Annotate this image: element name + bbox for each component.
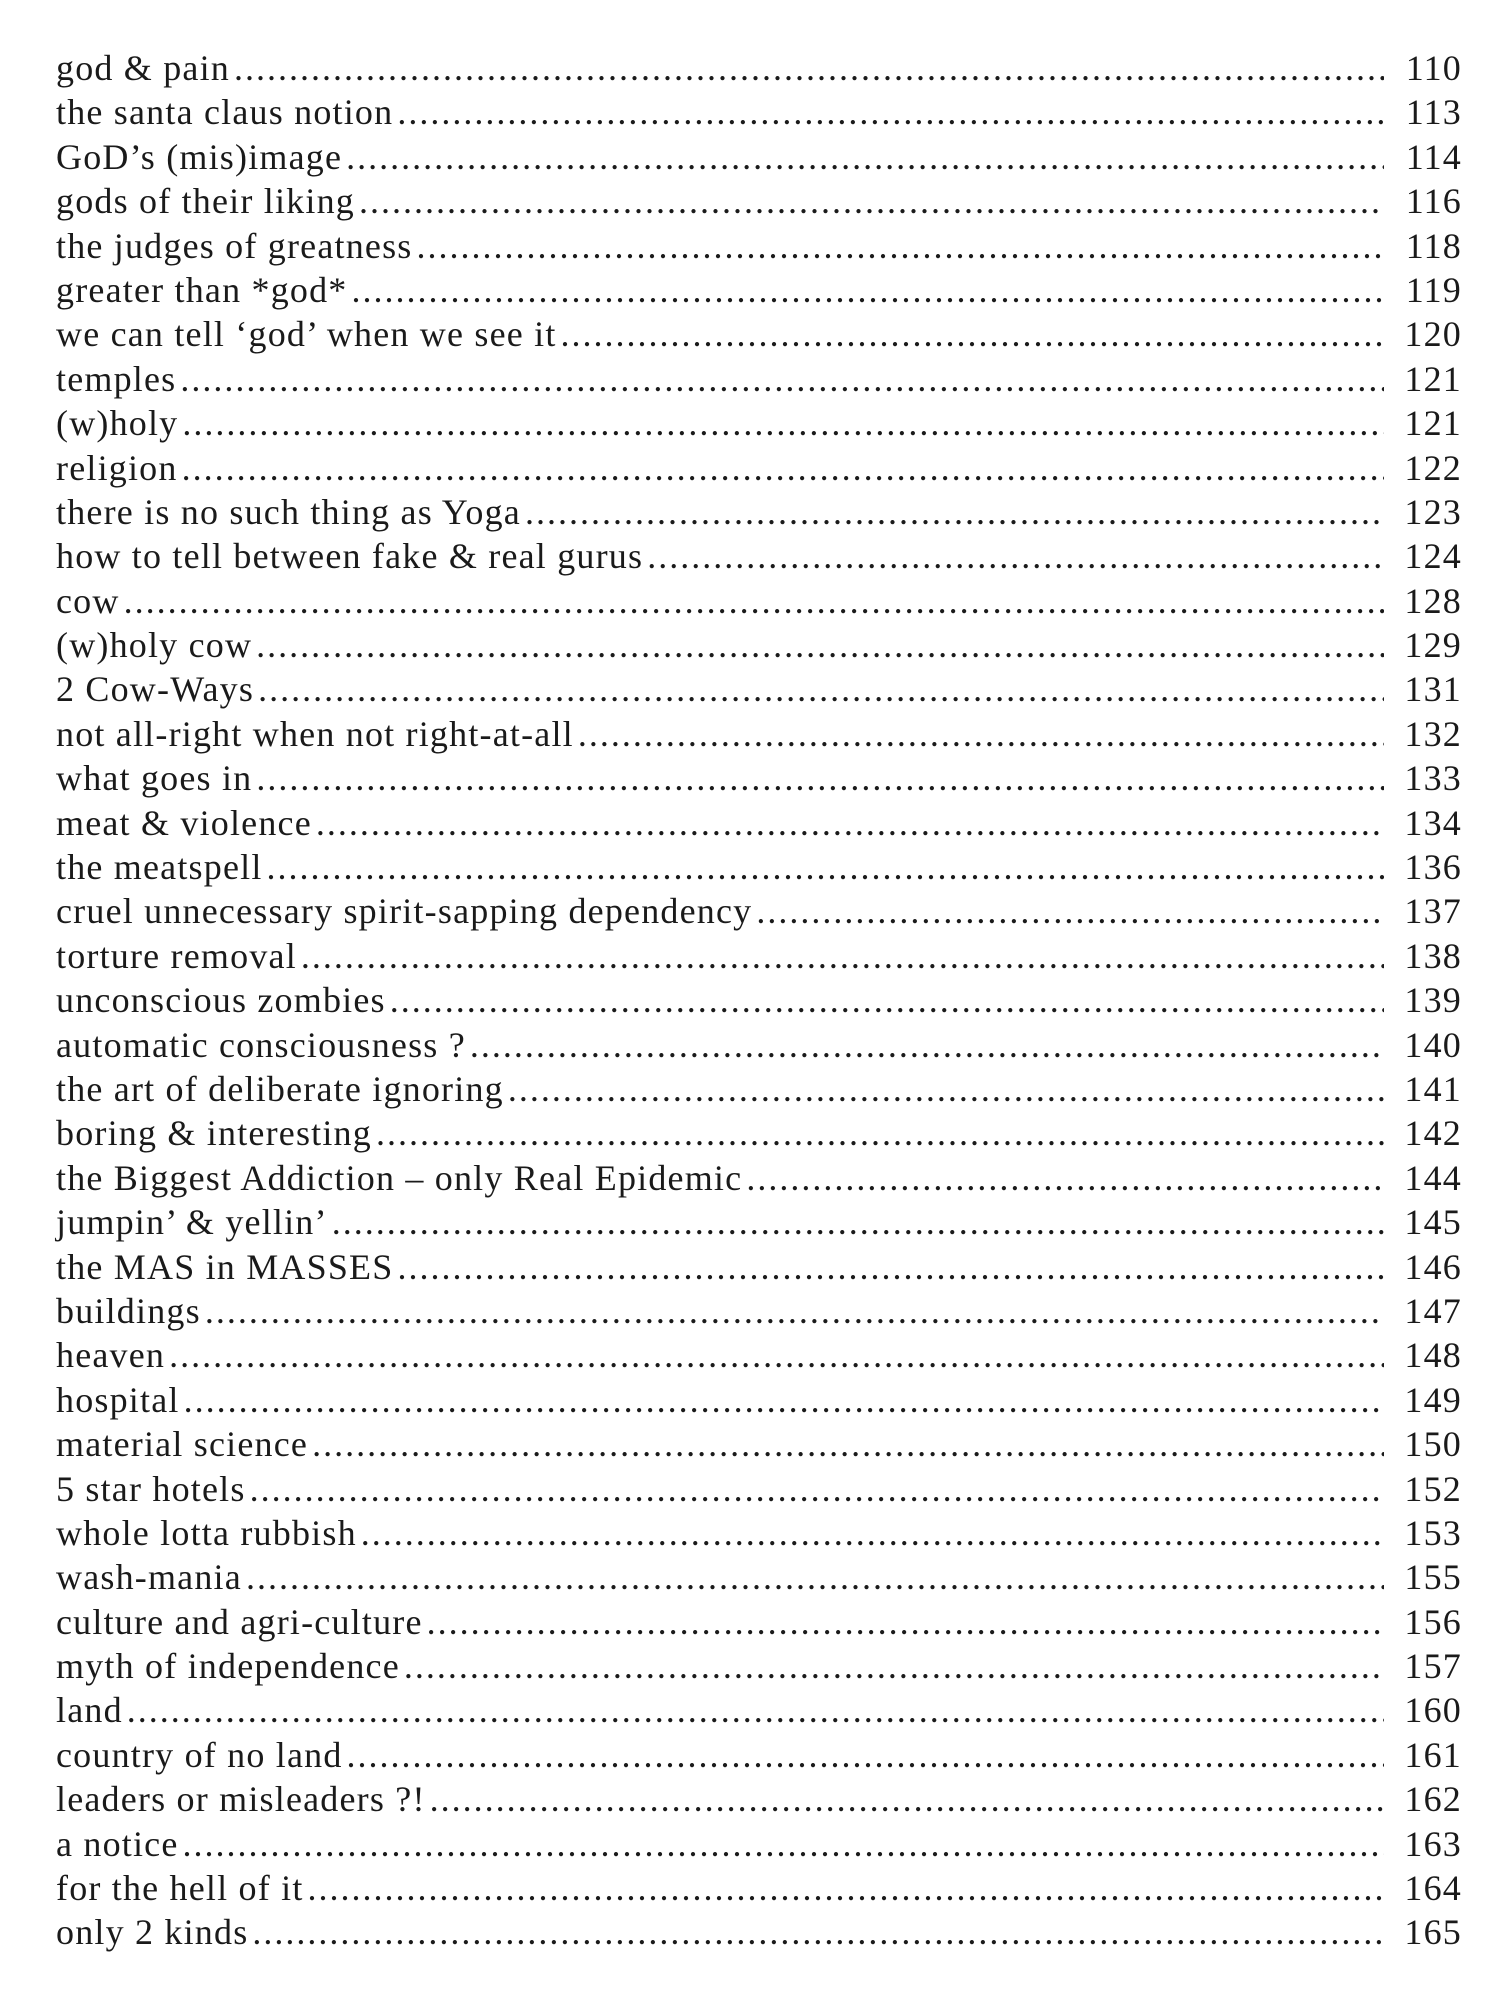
- dot-leader: [352, 268, 1385, 312]
- toc-entry-page-number: 138: [1404, 935, 1462, 976]
- toc-entry-page-number: 122: [1404, 447, 1462, 488]
- toc-entry-page-number: 118: [1405, 225, 1462, 266]
- toc-entry-page-number: 137: [1404, 891, 1462, 932]
- toc-entry: [56, 1111, 1462, 1155]
- toc-entry: [56, 1866, 1462, 1910]
- toc-entry: [56, 357, 1462, 401]
- toc-entry-page-number: 141: [1404, 1068, 1462, 1109]
- dot-leader: [347, 1733, 1384, 1777]
- toc-entry-page-number: 150: [1404, 1424, 1462, 1465]
- toc-entry-title: there is no such thing as Yoga: [56, 491, 521, 532]
- toc-entry-page-number: 139: [1404, 980, 1462, 1021]
- toc-entry: [56, 1023, 1462, 1067]
- dot-leader: [308, 1866, 1384, 1910]
- toc-entry-page-number: 155: [1404, 1557, 1462, 1598]
- toc-entry-page-number: 163: [1404, 1823, 1462, 1864]
- toc-entry-title: gods of their liking: [56, 181, 355, 222]
- toc-entry-page-number: 162: [1404, 1779, 1462, 1820]
- toc-entry-title: religion: [56, 447, 178, 488]
- toc-entry: [56, 224, 1462, 268]
- toc-entry-page-number: 153: [1404, 1512, 1462, 1553]
- toc-entry-page-number: 165: [1404, 1912, 1462, 1953]
- toc-entry-title: (w)holy cow: [56, 625, 253, 666]
- toc-entry: [56, 1156, 1462, 1200]
- toc-entry-title: greater than *god*: [56, 269, 348, 310]
- toc-entry-title: a notice: [56, 1823, 179, 1864]
- toc-entry: [56, 623, 1462, 667]
- toc-entry-page-number: 129: [1404, 625, 1462, 666]
- toc-entry: [56, 1422, 1462, 1466]
- dot-leader: [470, 1023, 1384, 1067]
- dot-leader: [430, 1777, 1384, 1821]
- toc-entry-title: leaders or misleaders ?!: [56, 1779, 426, 1820]
- dot-leader: [417, 224, 1384, 268]
- dot-leader: [182, 401, 1384, 445]
- toc-entry-page-number: 119: [1405, 269, 1462, 310]
- toc-entry-page-number: 133: [1404, 758, 1462, 799]
- toc-entry: [56, 1733, 1462, 1777]
- dot-leader: [256, 756, 1384, 800]
- toc-entry-title: cow: [56, 580, 120, 621]
- toc-entry-page-number: 110: [1405, 48, 1462, 88]
- toc-entry: [56, 712, 1462, 756]
- toc-entry-title: GoD’s (mis)image: [56, 136, 343, 177]
- dot-leader: [169, 1333, 1384, 1377]
- dot-leader: [250, 1467, 1384, 1511]
- toc-entry-title: automatic consciousness ?: [56, 1024, 466, 1065]
- toc-entry-page-number: 160: [1404, 1690, 1462, 1731]
- dot-leader: [184, 1378, 1384, 1422]
- toc-entry-page-number: 136: [1404, 847, 1462, 888]
- toc-entry: [56, 135, 1462, 179]
- toc-entry-page-number: 124: [1404, 536, 1462, 577]
- toc-entry-title: the Biggest Addiction – only Real Epidemic: [56, 1157, 743, 1198]
- dot-leader: [316, 801, 1384, 845]
- toc-entry-title: hospital: [56, 1379, 180, 1420]
- dot-leader: [252, 1910, 1384, 1954]
- dot-leader: [205, 1289, 1384, 1333]
- dot-leader: [361, 1511, 1384, 1555]
- dot-leader: [390, 978, 1384, 1022]
- toc-entry-page-number: 144: [1404, 1157, 1462, 1198]
- toc-entry-title: the judges of greatness: [56, 225, 413, 266]
- toc-entry: [56, 179, 1462, 223]
- toc-entry: [56, 1644, 1462, 1688]
- toc-entry-page-number: 142: [1404, 1113, 1462, 1154]
- toc-entry: [56, 1333, 1462, 1377]
- dot-leader: [397, 1245, 1384, 1289]
- toc-entry: [56, 1067, 1462, 1111]
- toc-entry-title: for the hell of it: [56, 1868, 304, 1909]
- toc-entry-page-number: 134: [1404, 802, 1462, 843]
- toc-entry-page-number: 156: [1404, 1601, 1462, 1642]
- toc-entry-title: meat & violence: [56, 802, 312, 843]
- toc-entry-page-number: 140: [1404, 1024, 1462, 1065]
- toc-entry-title: country of no land: [56, 1734, 343, 1775]
- toc-entry: [56, 268, 1462, 312]
- toc-entry-page-number: 149: [1404, 1379, 1462, 1420]
- toc-entry-page-number: 157: [1404, 1646, 1462, 1687]
- dot-leader: [124, 579, 1384, 623]
- table-of-contents-page: [56, 46, 1462, 1966]
- toc-entry: [56, 312, 1462, 356]
- dot-leader: [332, 1200, 1384, 1244]
- toc-entry-title: only 2 kinds: [56, 1912, 249, 1953]
- toc-entry-title: jumpin’ & yellin’: [56, 1202, 328, 1243]
- toc-entry-page-number: 121: [1404, 358, 1462, 399]
- toc-entry: [56, 579, 1462, 623]
- toc-entry-page-number: 146: [1404, 1246, 1462, 1287]
- toc-entry-page-number: 113: [1405, 92, 1462, 133]
- toc-entry: [56, 490, 1462, 534]
- toc-entry: [56, 1289, 1462, 1333]
- toc-entry-title: boring & interesting: [56, 1113, 372, 1154]
- toc-entry-page-number: 161: [1404, 1734, 1462, 1775]
- toc-entry: [56, 801, 1462, 845]
- toc-entry-page-number: 114: [1405, 136, 1462, 177]
- dot-leader: [508, 1067, 1384, 1111]
- toc-entry-title: temples: [56, 358, 177, 399]
- dot-leader: [183, 1822, 1384, 1866]
- toc-entry-title: the art of deliberate ignoring: [56, 1068, 504, 1109]
- dot-leader: [127, 1688, 1384, 1732]
- toc-entry: [56, 1910, 1462, 1954]
- toc-entry-page-number: 145: [1404, 1202, 1462, 1243]
- toc-entry-page-number: 152: [1404, 1468, 1462, 1509]
- toc-entry-title: god & pain: [56, 48, 230, 88]
- dot-leader: [427, 1600, 1384, 1644]
- toc-entry-title: buildings: [56, 1290, 201, 1331]
- dot-leader: [180, 357, 1384, 401]
- toc-entry: [56, 1822, 1462, 1866]
- toc-entry-page-number: 148: [1404, 1335, 1462, 1376]
- dot-leader: [258, 667, 1384, 711]
- dot-leader: [234, 46, 1384, 90]
- dot-leader: [346, 135, 1384, 179]
- dot-leader: [525, 490, 1384, 534]
- toc-entry-page-number: 116: [1405, 181, 1462, 222]
- dot-leader: [246, 1555, 1384, 1599]
- toc-entry: [56, 1245, 1462, 1289]
- toc-entry-title: myth of independence: [56, 1646, 400, 1687]
- dot-leader: [404, 1644, 1384, 1688]
- dot-leader: [182, 446, 1384, 490]
- toc-entry-page-number: 121: [1404, 403, 1462, 444]
- dot-leader: [746, 1156, 1384, 1200]
- toc-entry: [56, 1555, 1462, 1599]
- toc-entry: [56, 667, 1462, 711]
- toc-entry-title: cruel unnecessary spirit-sapping dependency: [56, 891, 753, 932]
- toc-entry-title: heaven: [56, 1335, 166, 1376]
- toc-entry-page-number: 128: [1404, 580, 1462, 621]
- toc-entry: [56, 934, 1462, 978]
- toc-entry-title: (w)holy: [56, 403, 179, 444]
- toc-entry: [56, 1600, 1462, 1644]
- toc-entry-title: whole lotta rubbish: [56, 1512, 357, 1553]
- toc-entry-title: the santa claus notion: [56, 92, 394, 133]
- toc-entry: [56, 401, 1462, 445]
- toc-entry-page-number: 131: [1404, 669, 1462, 710]
- dot-leader: [561, 312, 1384, 356]
- toc-entry-title: not all-right when not right-at-all: [56, 713, 574, 754]
- toc-entry-title: wash-mania: [56, 1557, 242, 1598]
- toc-entry-page-number: 120: [1404, 314, 1462, 355]
- toc-entry-title: torture removal: [56, 935, 297, 976]
- toc-entry-title: how to tell between fake & real gurus: [56, 536, 644, 577]
- toc-entry: [56, 1777, 1462, 1821]
- toc-entry: [56, 1467, 1462, 1511]
- dot-leader: [267, 845, 1384, 889]
- toc-entry-title: material science: [56, 1424, 309, 1465]
- dot-leader: [312, 1422, 1384, 1466]
- dot-leader: [376, 1111, 1384, 1155]
- toc-entry-title: what goes in: [56, 758, 253, 799]
- toc-list: [56, 46, 1462, 1955]
- toc-entry-title: 5 star hotels: [56, 1468, 246, 1509]
- toc-entry-title: culture and agri-culture: [56, 1601, 423, 1642]
- toc-entry: [56, 90, 1462, 134]
- toc-entry: [56, 1511, 1462, 1555]
- toc-entry-title: 2 Cow-Ways: [56, 669, 255, 710]
- toc-entry: [56, 1688, 1462, 1732]
- toc-entry-title: unconscious zombies: [56, 980, 386, 1021]
- dot-leader: [256, 623, 1384, 667]
- toc-entry: [56, 1378, 1462, 1422]
- toc-entry-page-number: 123: [1404, 491, 1462, 532]
- toc-entry-page-number: 132: [1404, 713, 1462, 754]
- dot-leader: [301, 934, 1384, 978]
- toc-entry: [56, 845, 1462, 889]
- dot-leader: [647, 534, 1384, 578]
- toc-entry: [56, 534, 1462, 578]
- toc-entry-page-number: 164: [1404, 1868, 1462, 1909]
- toc-entry: [56, 46, 1462, 90]
- dot-leader: [359, 179, 1384, 223]
- toc-entry: [56, 978, 1462, 1022]
- toc-entry-title: the meatspell: [56, 847, 263, 888]
- toc-entry: [56, 756, 1462, 800]
- toc-entry: [56, 446, 1462, 490]
- toc-entry-title: the MAS in MASSES: [56, 1246, 394, 1287]
- toc-entry: [56, 889, 1462, 933]
- toc-entry-title: land: [56, 1690, 123, 1731]
- toc-entry-page-number: 147: [1404, 1290, 1462, 1331]
- dot-leader: [578, 712, 1384, 756]
- dot-leader: [756, 889, 1384, 933]
- dot-leader: [397, 90, 1384, 134]
- toc-entry-title: we can tell ‘god’ when we see it: [56, 314, 557, 355]
- toc-entry: [56, 1200, 1462, 1244]
